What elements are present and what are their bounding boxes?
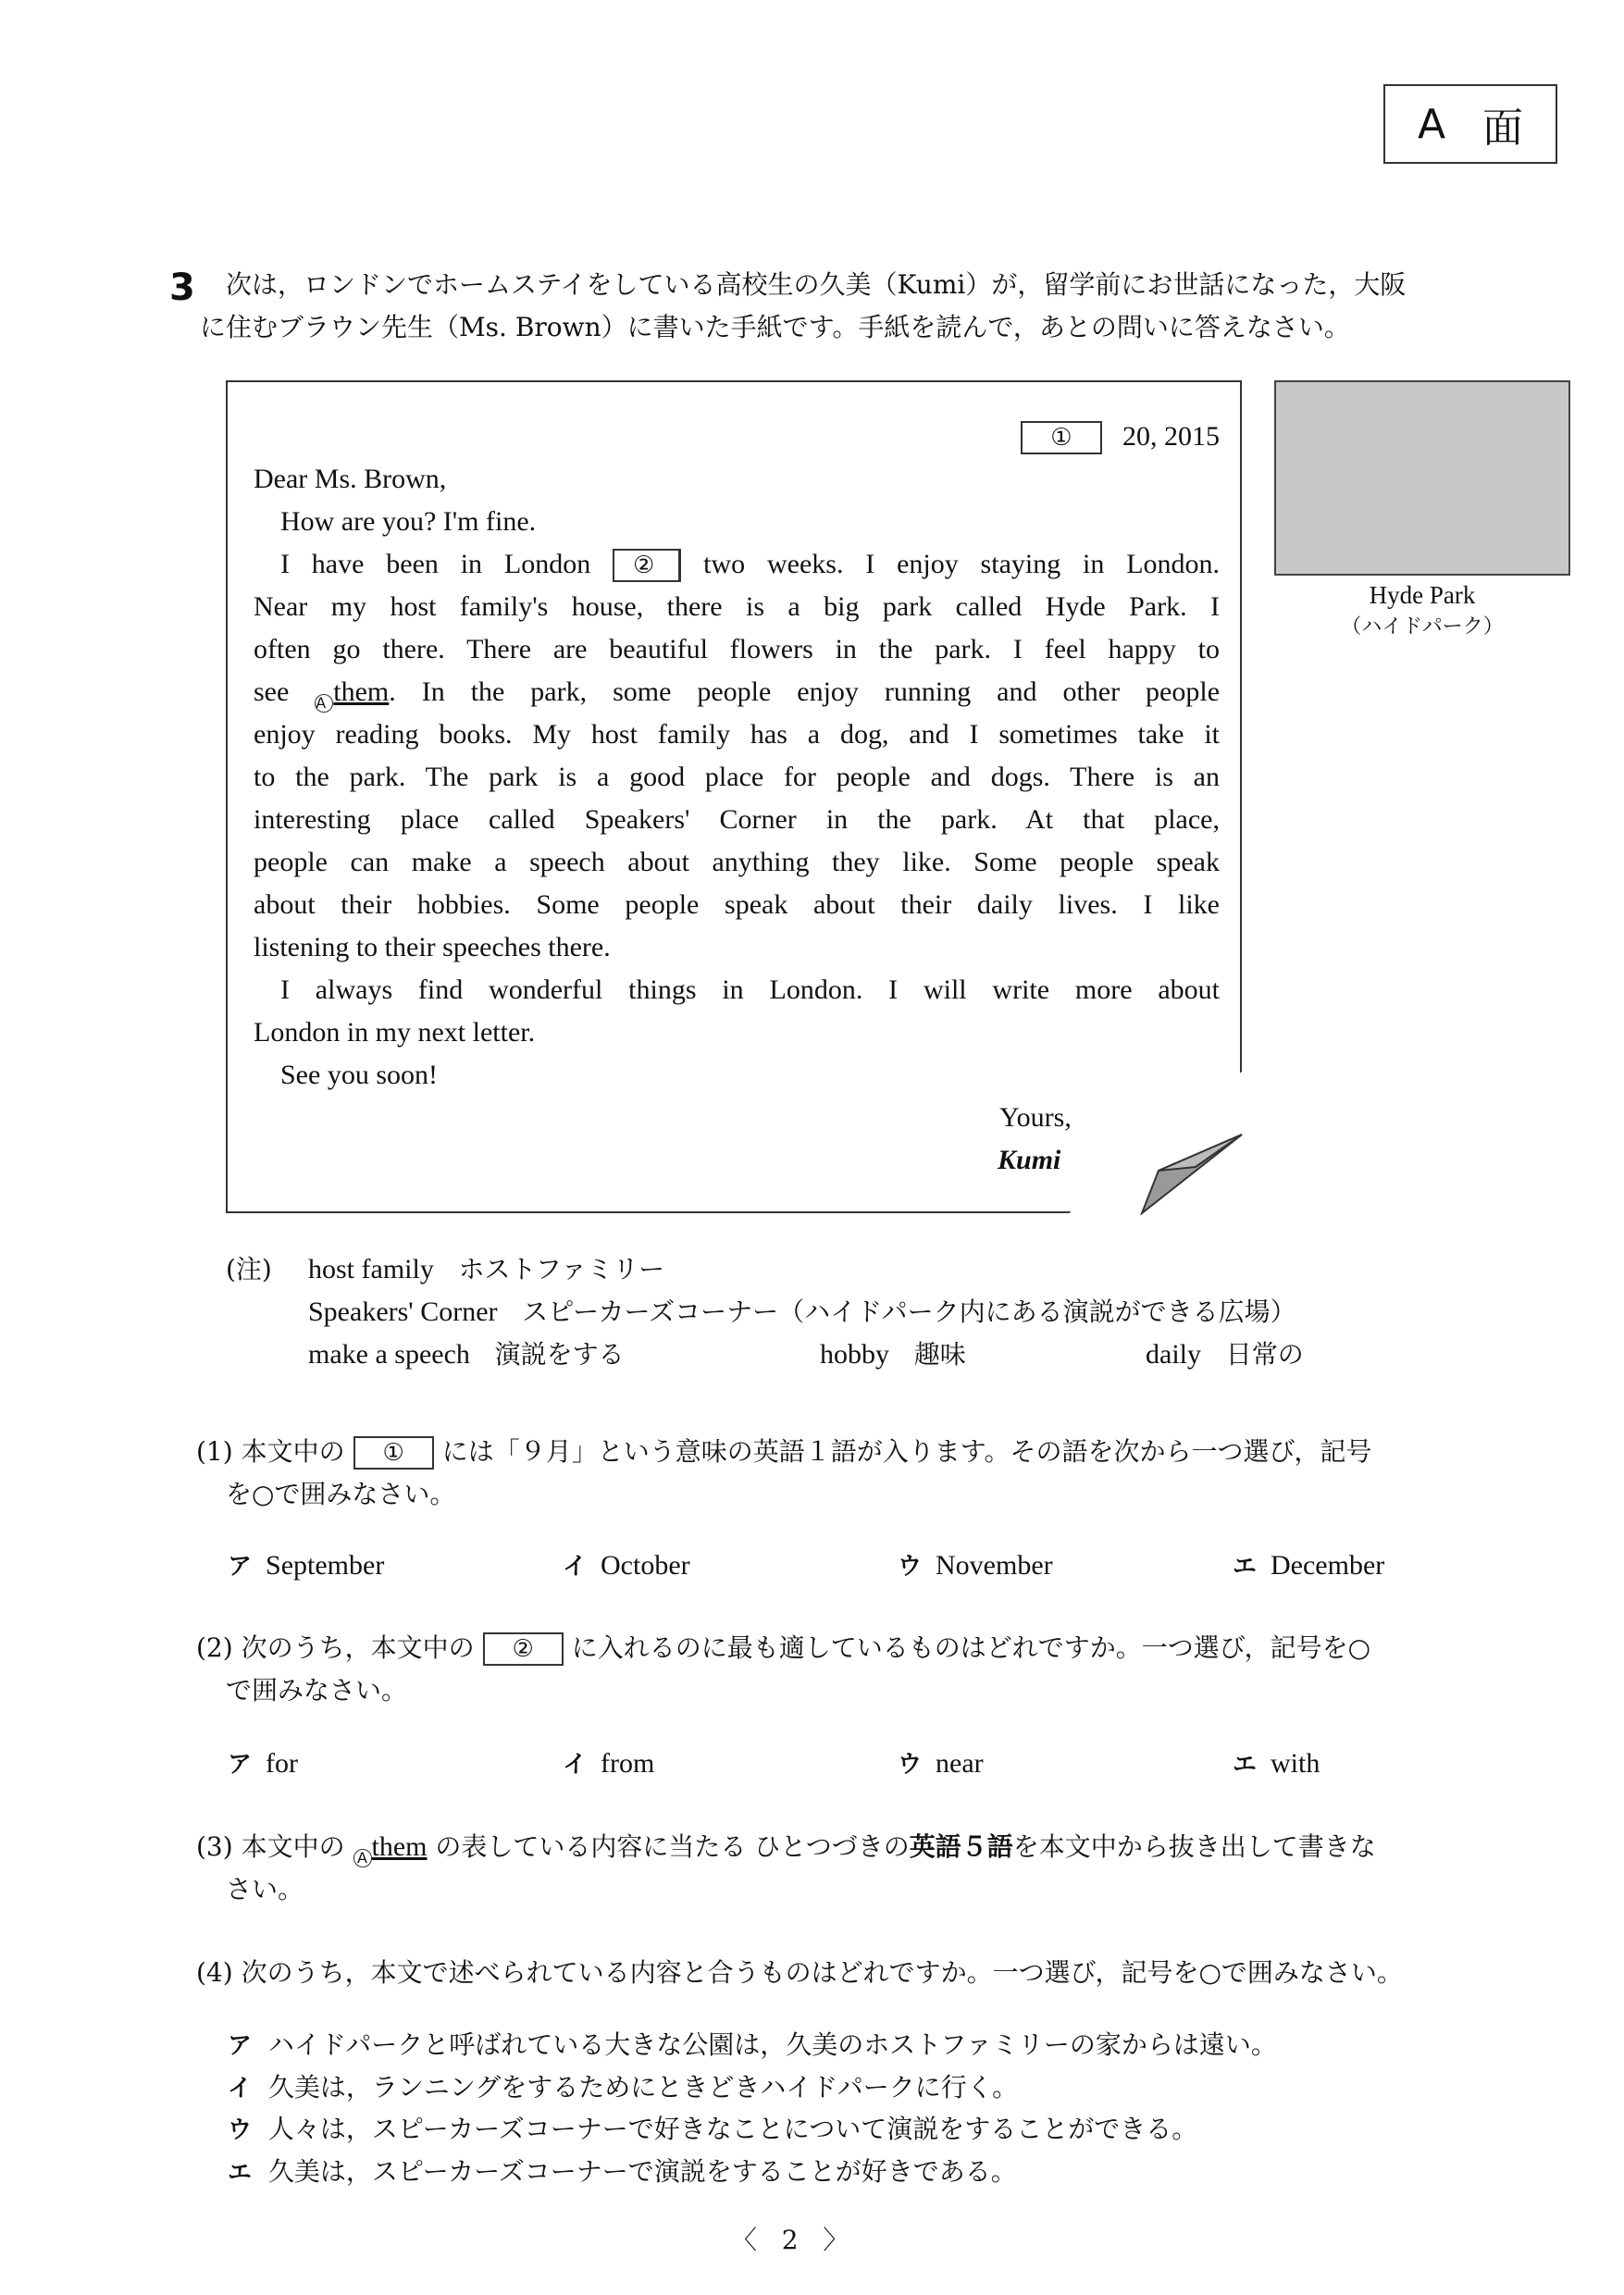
- note: [308, 1296, 1296, 1328]
- underlined-them: them: [333, 676, 390, 707]
- intro-line-1: 次は，ロンドンでホームステイをしている高校生の久美（Kumi）が，留学前にお世話になった，大阪: [226, 269, 1407, 300]
- letter-line: to the park. The park is a good place for people and dogs. There is an: [254, 762, 1220, 792]
- q-num: (3): [196, 1831, 233, 1862]
- option-mark: エ: [1233, 1751, 1258, 1779]
- q-num: (4): [196, 1957, 233, 1988]
- marker-a: A: [353, 1849, 372, 1867]
- blank-2-ref: ②: [483, 1632, 564, 1666]
- text: の表している内容に当たる ひとつづきの: [435, 1831, 910, 1862]
- option-text: 人々は，スピーカーズコーナーで好きなことについて演説をすることができる。: [267, 2114, 1198, 2144]
- term: make a speech: [308, 1339, 470, 1370]
- intro-line-2: に住むブラウン先生（Ms. Brown）に書いた手紙です。手紙を読んで，あとの問いに答えなさい。: [200, 312, 1350, 342]
- q1-option-c[interactable]: [898, 1547, 1053, 1582]
- q4-option-d[interactable]: [228, 2156, 1017, 2189]
- option-text: 久美は，スピーカーズコーナーで演説をすることが好きである。: [267, 2156, 1017, 2187]
- text: を本文中から抜き出して書きな: [1012, 1831, 1376, 1862]
- side-a-label: [1383, 84, 1557, 164]
- q1-option-b[interactable]: [563, 1547, 690, 1582]
- q1-option-d[interactable]: [1233, 1547, 1384, 1582]
- photo-caption: Hyde Park: [1369, 581, 1476, 609]
- meaning: 演説をする: [494, 1339, 625, 1370]
- letter-line: often go there. There are beautiful flowers in the park. I feel happy to: [254, 634, 1220, 664]
- note: [1146, 1339, 1304, 1371]
- option-mark: イ: [228, 2075, 253, 2103]
- option-text: September: [266, 1550, 385, 1581]
- text: 本文中の: [241, 1436, 345, 1467]
- question-3: [196, 1831, 1376, 1867]
- letter-line: interesting place called Speakers' Corner in the park. At that place,: [254, 804, 1220, 835]
- text: 次のうち，本文で述べられている内容と合うものはどれですか。一つ選び，記号を○で囲みなさい。: [241, 1957, 1403, 1988]
- option-text: for: [266, 1748, 298, 1779]
- letter-line: How are you? I'm fine.: [280, 506, 537, 537]
- option-mark: イ: [563, 1751, 588, 1779]
- question-number: 3: [169, 267, 195, 309]
- option-mark: ウ: [228, 2116, 253, 2144]
- meaning: スピーカーズコーナー（ハイドパーク内にある演説ができる広場）: [522, 1296, 1296, 1327]
- question-2: [196, 1632, 1370, 1666]
- page-number: [731, 2225, 849, 2256]
- q-num: (1): [196, 1436, 233, 1467]
- face-kanji: 面: [1482, 105, 1524, 152]
- letter-line: I always find wonderful things in London. I will write more about: [280, 974, 1220, 1005]
- option-text: near: [936, 1748, 984, 1779]
- hyde-park-photo: [1274, 380, 1570, 576]
- option-mark: ア: [228, 1553, 253, 1581]
- option-text: December: [1271, 1550, 1385, 1581]
- text: I have been in London: [280, 549, 591, 579]
- q1-option-a[interactable]: [228, 1547, 384, 1582]
- question-4: [196, 1957, 1403, 1989]
- letter-line: people can make a speech about anything they like. Some people speak: [254, 847, 1220, 877]
- text: see: [254, 676, 290, 707]
- letter-line: Near my host family's house, there is a big park called Hyde Park. I: [254, 591, 1220, 622]
- term: hobby: [820, 1339, 889, 1370]
- letter-date: [254, 418, 1220, 455]
- blank-2: ②: [613, 549, 681, 582]
- marker-a: A: [315, 694, 333, 713]
- q4-option-a[interactable]: [228, 2029, 1277, 2062]
- option-mark: ア: [228, 2032, 253, 2060]
- option-text: ハイドパークと呼ばれている大きな公園は，久美のホストファミリーの家からは遠い。: [267, 2029, 1277, 2060]
- text: two weeks. I enjoy staying in London.: [703, 549, 1221, 579]
- letter-line: London in my next letter.: [254, 1017, 536, 1048]
- question-2-cont: で囲みなさい。: [226, 1675, 408, 1706]
- page-num: 2: [781, 2225, 799, 2255]
- q4-option-b[interactable]: [228, 2072, 1018, 2104]
- text: . In the park, some people enjoy running and other people: [389, 676, 1221, 707]
- letter-line: about their hobbies. Some people speak about their daily lives. I like: [254, 889, 1220, 920]
- letter-line: See you soon!: [280, 1060, 438, 1090]
- option-mark: エ: [228, 2159, 253, 2187]
- letter-line: [254, 674, 1220, 713]
- option-mark: ウ: [898, 1751, 923, 1779]
- q2-option-c[interactable]: [898, 1745, 984, 1780]
- q-num: (2): [196, 1632, 233, 1663]
- term: daily: [1146, 1339, 1201, 1370]
- question-1-cont: を○で囲みなさい。: [226, 1479, 456, 1509]
- option-text: 久美は，ランニングをするためにときどきハイドパークに行く。: [267, 2072, 1019, 2103]
- meaning: 日常の: [1225, 1339, 1304, 1370]
- blank-1: ①: [1021, 421, 1101, 454]
- option-text: from: [601, 1748, 655, 1779]
- text: 本文中の: [241, 1831, 345, 1862]
- note: [308, 1339, 625, 1371]
- note: [308, 1254, 664, 1285]
- question-1: [196, 1436, 1371, 1470]
- text: 次のうち，本文中の: [241, 1632, 475, 1663]
- bracket: 〉: [823, 2225, 849, 2255]
- letter-line: [280, 546, 1220, 583]
- option-mark: ア: [228, 1751, 253, 1779]
- notes-label: (注): [226, 1254, 272, 1284]
- text: に入れるのに最も適しているものはどれですか。一つ選び，記号を○: [571, 1632, 1371, 1663]
- face-letter: A: [1417, 100, 1446, 148]
- option-text: November: [936, 1550, 1053, 1581]
- note: [820, 1339, 966, 1371]
- blank-1-ref: ①: [353, 1436, 434, 1470]
- option-mark: イ: [563, 1553, 588, 1581]
- greeting: Dear Ms. Brown,: [254, 464, 447, 494]
- q2-option-b[interactable]: [563, 1745, 654, 1780]
- closing: Yours,: [999, 1102, 1072, 1133]
- text: には「９月」という意味の英語１語が入ります。その語を次から一つ選び，記号: [441, 1436, 1372, 1467]
- meaning: ホストファミリー: [458, 1254, 665, 1284]
- letter-line: enjoy reading books. My host family has a dog, and I sometimes take it: [254, 719, 1220, 750]
- term: Speakers' Corner: [308, 1296, 498, 1327]
- q2-option-a[interactable]: [228, 1745, 298, 1780]
- signature: Kumi: [998, 1145, 1061, 1175]
- emphasis: 英語５語: [909, 1831, 1013, 1862]
- photo-caption-jp: （ハイドパーク）: [1341, 615, 1504, 639]
- q2-option-d[interactable]: [1233, 1745, 1320, 1780]
- meaning: 趣味: [913, 1339, 966, 1370]
- option-mark: ウ: [898, 1553, 923, 1581]
- option-text: October: [601, 1550, 690, 1581]
- option-mark: エ: [1233, 1553, 1258, 1581]
- option-text: with: [1271, 1748, 1320, 1779]
- q4-option-c[interactable]: [228, 2114, 1197, 2146]
- question-3-cont: さい。: [226, 1874, 304, 1904]
- term: host family: [308, 1254, 434, 1284]
- page-curl-icon: [1140, 1134, 1244, 1215]
- letter-line: listening to their speeches there.: [254, 932, 611, 962]
- date-year: 20, 2015: [1122, 421, 1220, 452]
- bracket: 〈: [731, 2225, 758, 2255]
- underlined-them: them: [371, 1831, 428, 1862]
